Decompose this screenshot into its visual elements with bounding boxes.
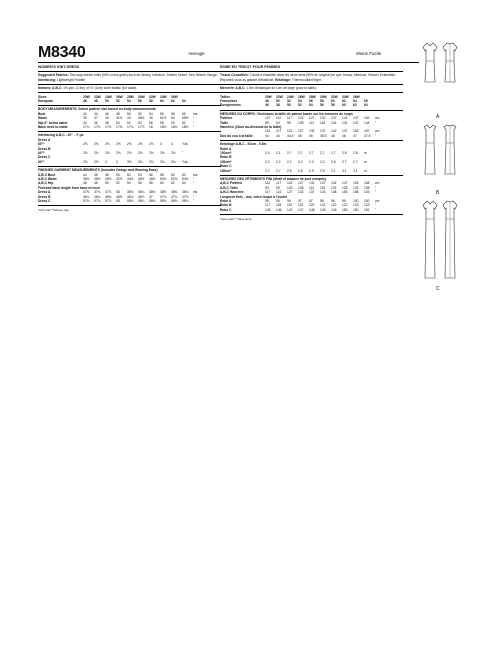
divider (38, 92, 221, 93)
divider (38, 166, 221, 167)
divider (220, 84, 403, 85)
divider (38, 131, 221, 132)
pattern-number: M8340 (38, 44, 86, 61)
table-row: 150cm* 2.7 2.7 2.8 2.8 2.9 2.9 3.1 3.1 3.1 m (220, 168, 367, 173)
table-row: 150cm* 2.2 2.2 2.2 2.2 2.2 2.3 2.6 2.7 2.7 m (220, 159, 367, 164)
fabrics-fr: Tissus Conseillés: Tricots à élasticité dans les deux sens (50% en largeur) tel que Jersey, Interlock, Velours Extensible. Reportez-vous au gabarit d'élasticité. Entoilage: Thermocollant léger. (220, 73, 396, 82)
view-a-back-sketch (442, 42, 458, 86)
table-row: Bust 42 44 46 48 50 52 54 56 58 60 ins (38, 111, 198, 116)
length-title-en: Finished back length from base of neck (38, 185, 100, 190)
view-c-back-sketch (442, 200, 458, 282)
footnote-en: *with nap **without nap (38, 208, 69, 213)
table-row: A,B,C Waist 36½ 38½ 40½ 42½ 44½ 46½ 48½ 50½ 52½ 54½ " (38, 177, 195, 182)
french-column (220, 65, 403, 221)
table-row: A,B,C Hanches 117 122 127 132 137 143 148 153 158 163 " (220, 190, 377, 195)
table-row: 60"* 2⅝ 2⅝ 2⅝ 2⅝ 2⅝ 2⅝ 2⅝ 2⅝ 2⅝ " (38, 151, 184, 156)
header (38, 44, 418, 61)
dress-c-back-icon (442, 200, 458, 282)
finished-title-en: FINISHED GARMENT MEASUREMENTS (Includes Design and Wearing Ease) (38, 168, 158, 173)
table-row: Back neck to waist 17¼ 17⅜ 17½ 17⅝ 17¾ 17⅞ 18 18⅛ 18¼ 18⅜ " (38, 125, 195, 129)
finished-title-fr: MESURES DES VÊTEMENTS FINI (Motif et aisance de port compris) (220, 177, 326, 182)
table-row: Waist 35 37 39 41½ 44 46½ 49 51½ 54 56½ " (38, 116, 195, 121)
sizes-label: Sizes (38, 94, 47, 99)
table-row: Dress A 37⅝ 37¾ 37⅞ 38 38⅛ 38¼ 38⅜ 38½ 38⅝ 38¾ ins (38, 190, 198, 195)
table-row: Dos du cou à la taille 44 44 44.5 45 45 45.5 46 46 47 47.5 " (220, 133, 377, 138)
table-row: A,B,C Bust 44 46 48 50 52 54 56 58 60 62 ins (38, 172, 198, 177)
table-row: 60"* 2⅝ 2⅝ 3 3 3⅛ 3⅛ 3⅛ 3⅛ 3⅛ Yds. (38, 159, 189, 164)
sizes-table-en: Sizes 20W 22W 24W 26W 28W 30W 32W 34W 36W European 46 48 50 52 54 56 58 60 62 64 (38, 94, 186, 103)
dress-c-front-icon (422, 200, 438, 282)
view-b-back-sketch (442, 124, 458, 178)
european-label: European (38, 98, 54, 103)
fabrics-en: Suggested Fabrics: Two-way stretch knits (50% cross grain) such as Jersey, Interlock, Stretch Velvet. See Stretch Gauge. Interfacing: Lightweight Fusible. (38, 73, 218, 82)
view-b-front-sketch (422, 124, 438, 178)
divider (220, 140, 403, 141)
table-row: Robe C 145 146 147 147 148 149 149 150 150 151 " (220, 207, 377, 212)
body-measurements-en (38, 112, 203, 130)
table-row: A,B,C Hip 46 48 50 52 54 56 58 60 62 64 " (38, 181, 195, 186)
interfacing-section-fr: Entoilage A,B,C - 51cm - 0.5m (220, 142, 267, 147)
view-c-front-sketch (422, 200, 438, 282)
table-row: A,B,C Poitrine 112 117 122 127 132 137 142 147 152 158 cm (220, 181, 380, 186)
view-label-b: B (436, 190, 440, 196)
body-measurements-title-en: BODY MEASUREMENTS: Select pattern size based on body measurements (38, 107, 156, 112)
divider (38, 84, 221, 85)
dress-a-front-icon (422, 42, 438, 86)
table-row: 60"* 2⅝ 2⅝ 2⅝ 2⅝ 2⅝ 2⅝ 2⅝ 3 3 Yds. (38, 142, 189, 147)
table-row: A,B,C Taille 93 98 103 108 114 119 124 128 133 138 " (220, 185, 377, 190)
table-row: Robe A 95 95 96 97 97 98 98 99 100 100 cm (220, 199, 380, 204)
divider (220, 214, 403, 215)
length-title-fr: Longueur finie - dos, votre nuque à l'ourlet (220, 194, 287, 199)
header-rule (38, 62, 419, 63)
body-measurements-title-fr: MESURES DU CORPS: Choisissez la taille de patron basée sur les mesures de corps (220, 111, 353, 116)
technical-sketches (420, 40, 462, 310)
notions-fr: Mercerie: A,B,C: 1.5m d'élastique de 1cm de large (pour la taille). (220, 86, 317, 91)
yardage-fr: Robe A 150cm* 2.0 2.1 2.7 2.7 2.7 2.7 2.7 2.8 2.8 m Robe B 150cm* 2.2 2.2 2.2 2.2 2.2 2.3 2.6 2.7 2.7 m Robe C 150cm* 2.7 2.7 2.8 2.8 2.9 2.9 3.1 3.1 3.1 m (220, 147, 374, 173)
finished-length-fr (220, 199, 385, 212)
table-row: Poitrine 107 112 117 122 127 132 137 142 147 152 cm (220, 116, 380, 121)
divider (220, 71, 403, 72)
title-fr: ROBE EN TRICOT POUR FEMMES (220, 65, 281, 69)
finished-measurements-en (38, 173, 203, 186)
view-label-a: A (436, 114, 440, 120)
footnote-fr: *avec sens **sans sens (220, 217, 252, 222)
dress-a-back-icon (442, 42, 458, 86)
level-en: Average (188, 51, 205, 56)
finished-length-en (38, 190, 203, 203)
table-row: 150cm* 2.0 2.1 2.7 2.7 2.7 2.7 2.7 2.8 2.8 m (220, 151, 367, 156)
divider (220, 110, 403, 111)
level-fr: Moins Facile (356, 51, 382, 56)
notions-en: Notions: A,B,C: 1⅜ yds. (1.5m) of ¾" (1cm) wide elastic (for waist). (38, 86, 138, 91)
divider (38, 105, 221, 106)
body-measurements-fr: Poitrine 107 112 117 122 127 132 137 142 147 152 cm Taille 89 94 99 105 112 118 124 131 137 144 " Hanches (23cm au-dessous de la taille) 112 117 122 127 132 137 142 147 152 157 cm Dos du cou à la taille 44 44 44.5 45 45 45.5 46 46 47 47.5 " (220, 116, 385, 138)
english-column (38, 65, 221, 213)
table-row: Dress B 46¼ 46⅜ 46½ 46⅝ 46¾ 46⅞ 47 47⅛ 47¼ 47⅜ " (38, 194, 195, 199)
table-row: 112 117 122 127 132 137 142 147 152 157 cm (265, 129, 380, 134)
table-row: Taille 89 94 99 105 112 118 124 131 137 144 " (220, 120, 377, 125)
table-row: Dress C 57⅝ 57¾ 57⅞ 58 58⅛ 58¼ 58⅜ 58½ 58⅝ 58¾ " (38, 199, 195, 204)
divider (38, 205, 221, 206)
table-row: Robe B 117 118 119 119 120 121 122 122 123 123 " (220, 203, 377, 208)
divider (220, 175, 403, 176)
dress-b-front-icon (422, 124, 438, 178)
title-en: WOMEN'S KNIT DRESS (38, 65, 80, 69)
finished-measurements-fr (220, 181, 385, 194)
view-a-front-sketch (422, 42, 438, 86)
table-row: Hip-9" below waist 44 46 48 50 52 54 56 58 60 62 " (38, 120, 195, 125)
interfacing-section-en: Interfacing A,B,C - 20" - ½ yd. (38, 133, 85, 138)
sizes-table-fr: Tailles 20W 22W 24W 26W 28W 30W 32W 34W 36W Françaises 48 50 52 54 56 58 60 62 64 66 Européennes 46 48 50 52 54 56 58 60 62 64 (220, 94, 368, 108)
yardage-en: Dress A 60"* 2⅝ 2⅝ 2⅝ 2⅝ 2⅝ 2⅝ 2⅝ 3 3 Yds. Dress B 60"* 2⅝ 2⅝ 2⅝ 2⅝ 2⅝ 2⅝ 2⅝ 2⅝ 2⅝ " Dress C 60"* 2⅝ 2⅝ 3 3 3⅛ 3⅛ 3⅛ 3⅛ 3⅛ Yds. (38, 138, 192, 164)
view-label-c: C (436, 286, 440, 292)
dress-b-back-icon (442, 124, 458, 178)
divider (38, 71, 221, 72)
divider (220, 92, 403, 93)
